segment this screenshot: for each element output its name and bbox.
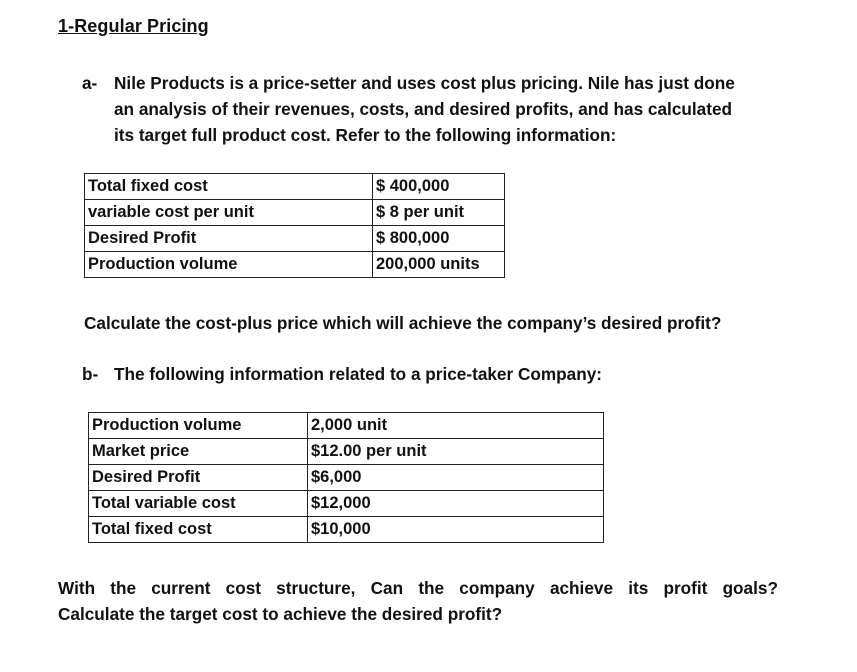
part-b-label: b- [82,364,99,384]
table-row [89,491,604,517]
part-a-info-table [84,173,505,278]
word: Can [370,578,404,598]
part-a-line-2: an analysis of their revenues, costs, and desired profits, and has calculated [114,99,733,119]
word: With [58,578,96,598]
row-value: $6,000 [308,465,604,491]
final-question-line-1 [58,575,778,601]
row-label: Production volume [89,413,308,439]
word: profit [663,578,708,598]
row-value: $ 800,000 [373,226,505,252]
row-value: 2,000 unit [308,413,604,439]
word: cost [225,578,261,598]
row-label: Desired Profit [89,465,308,491]
table-row [85,174,505,200]
row-label: Total fixed cost [85,174,373,200]
row-value: $10,000 [308,517,604,543]
row-label: Total fixed cost [89,517,308,543]
word: achieve [549,578,614,598]
part-a-line-1: Nile Products is a price-setter and uses cost plus pricing. Nile has just done [114,73,735,93]
word: company [459,578,535,598]
final-question-line-2: Calculate the target cost to achieve the desired profit? [58,604,503,624]
row-label: Production volume [85,252,373,278]
word: current [151,578,211,598]
word: goals? [722,578,778,598]
part-b-info-table [88,412,604,543]
word: structure, [276,578,356,598]
table-row [85,252,505,278]
part-b-intro: The following information related to a price-taker Company: [114,364,602,384]
row-label: Total variable cost [89,491,308,517]
row-value: $12.00 per unit [308,439,604,465]
row-value: $ 8 per unit [373,200,505,226]
table-row [85,226,505,252]
word: its [628,578,649,598]
table-row [89,439,604,465]
row-value: $ 400,000 [373,174,505,200]
table-row [89,413,604,439]
part-a-label: a- [82,73,98,93]
table-row [89,517,604,543]
row-value: $12,000 [308,491,604,517]
table-row [89,465,604,491]
part-a-line-3: its target full product cost. Refer to the following information: [114,125,617,145]
section-heading: 1-Regular Pricing [58,16,209,36]
row-label: Market price [89,439,308,465]
word: the [110,578,137,598]
final-question [58,575,778,627]
row-label: variable cost per unit [85,200,373,226]
row-value: 200,000 units [373,252,505,278]
word: the [418,578,445,598]
table-row [85,200,505,226]
part-a-question: Calculate the cost-plus price which will achieve the company’s desired profit? [84,313,722,333]
part-a-paragraph [114,70,804,148]
row-label: Desired Profit [85,226,373,252]
